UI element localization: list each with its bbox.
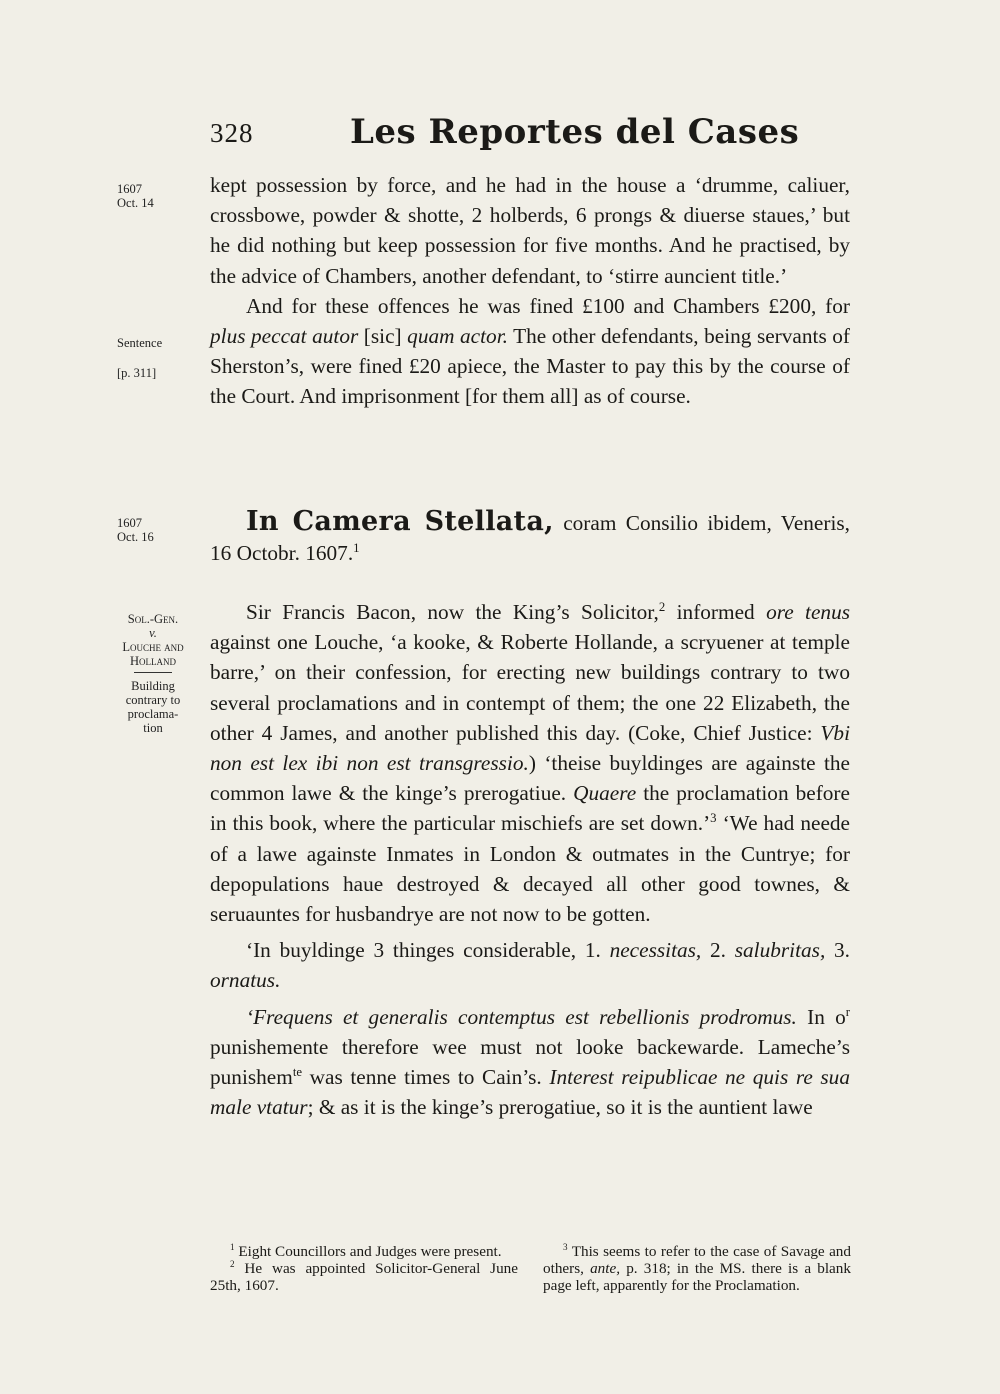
margin-case-louche: Louche and — [122, 640, 184, 654]
margin-case-v: v. — [149, 626, 157, 640]
margin-case-sol-gen: Sol.-Gen. — [127, 612, 179, 626]
margin-date-2 — [117, 516, 154, 544]
running-title: Les Reportes del Cases — [350, 112, 800, 152]
page-header — [210, 112, 850, 162]
footnote-1: $^1$ Eight Councillors and Judges were present. — [230, 1241, 502, 1260]
margin-date-1-day: Oct. 14 — [117, 196, 154, 210]
paragraph-5: ‘Frequens et generalis contemptus est rebellionis prodromus. In $o^r$ punishemente therefore wee must not looke backewarde. Lameche’s punishem$^{te}$ was tenne times to Cain’s. Interest reipublicae ne quis re sua male vtatur; & as it is the kinge’s prerogatiue, so it is the auntient lawe — [210, 1004, 850, 1120]
footnotes-right — [543, 1243, 851, 1294]
footnote-ref-3: 3 — [710, 811, 717, 826]
margin-sentence: Sentence — [117, 336, 163, 350]
body-text-block-2 — [210, 597, 850, 1122]
paragraph-4: ‘In buyldinge 3 thinges considerable, 1. necessitas, 2. salubritas, 3. ornatus. — [210, 938, 850, 993]
paragraph-3: Sir Francis Bacon, now the King’s Solicitor,$^2$ informed ore tenus against one Louche, ‘a kooke, & Roberte Hollande, a scryuener at temple barre,’ on their confession, for erecting new buildings contrary to two several proclamations and in contempt of them; the one 22 Elizabeth, the other 4 James, and another published this day. (Coke, Chief Justice: Vbi non est lex ibi non est transgressio.) ‘theise buyldinges are againste the common lawe & the kinge’s prerogatiue. Quaere the proclamation before in this book, where the particular mischiefs are set down.’$^3$ ‘We had neede of a lawe againste Inmates in London & outmates in the Cuntrye; for depopulations haue destroyed & decayed all other good townes, & seruauntes for husbandrye are not now to be gotten. — [210, 599, 851, 927]
footnote-2: $^2$ He was appointed Solicitor-General June 25th, 1607. — [210, 1258, 518, 1294]
margin-date-2-day: Oct. 16 — [117, 530, 154, 544]
footnote-ref-1: 1 — [353, 541, 360, 556]
heading-rest: coram Consilio ibidem, Veneris, 16 Octobr. 1607. — [210, 511, 850, 566]
margin-case-holland: Holland — [129, 654, 177, 668]
page-number: 328 — [210, 118, 254, 148]
margin-topic-line-2: contrary to — [125, 693, 181, 707]
margin-rule — [134, 672, 172, 673]
paragraph-2: And for these offences he was fined £100 and Chambers £200, for plus peccat autor [sic] quam actor. The other defendants, being servants of Sherston’s, were fined £20 apiece, the Master to pay this by the course of the Court. And imprisonment [for them all] as of course. — [210, 293, 850, 409]
margin-topic-line-1: Building — [131, 679, 175, 693]
footnote-3: $^3$ This seems to refer to the case of Savage and others, ante, p. 318; in the MS. there is a blank page left, apparently for the Proclamation. — [543, 1241, 851, 1294]
margin-page-ref: [p. 311] — [117, 366, 157, 380]
margin-date-1-year: 1607 — [117, 182, 142, 196]
margin-topic-line-3: proclama- — [127, 707, 179, 721]
margin-topic-line-4: tion — [143, 721, 163, 735]
body-text-block-1 — [210, 170, 850, 412]
footnotes-left — [210, 1243, 518, 1294]
margin-date-2-year: 1607 — [117, 516, 142, 530]
margin-case-name — [103, 612, 203, 735]
footnote-ref-2: 2 — [658, 599, 666, 614]
section-heading — [210, 507, 850, 568]
heading-in-camera-stellata: In Camera Stellata, — [246, 506, 554, 537]
paragraph-1: kept possession by force, and he had in the house a ‘drumme, caliuer, crossbowe, powder & shotte, 2 holberds, 6 prongs & diuerse staues,’ but he did nothing but keep possession for five months. And he practised, by the advice of Chambers, another defendant, to ‘stirre auncient title.’ — [210, 173, 850, 288]
margin-date-1 — [117, 182, 154, 210]
